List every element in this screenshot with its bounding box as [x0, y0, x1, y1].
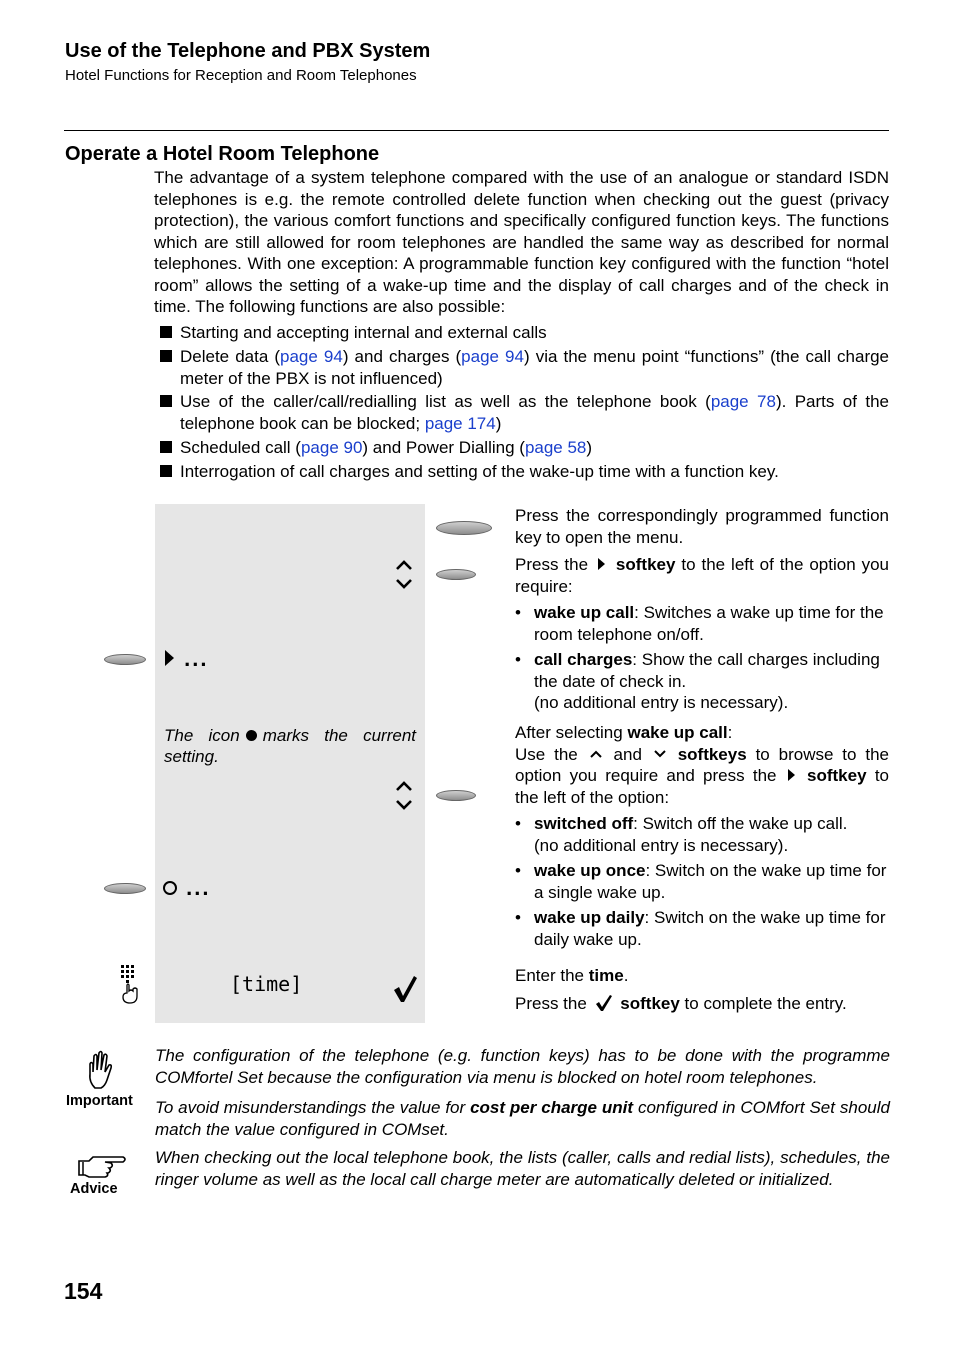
softkey-icon	[104, 883, 146, 894]
step-open-menu: Press the correspondingly programmed function key to open the menu.	[515, 506, 889, 547]
selection-arrow-icon	[164, 648, 176, 668]
advice-label: Advice	[70, 1181, 118, 1197]
advice-note: When checking out the local telephone book, the lists (caller, calls and redial lists), schedules, the ringer volume as well as the local call charge meter are automatically deleted or initialized.	[155, 1148, 890, 1189]
list-item: Starting and accepting internal and external calls	[154, 322, 889, 344]
softkey-icon	[436, 790, 476, 801]
function-key-icon	[436, 521, 492, 535]
selection-arrow-icon	[597, 557, 607, 571]
list-item: Use of the caller/call/redialling list as well as the telephone book (page 78). Parts of the telephone book can be blocked; page 174)	[154, 391, 889, 435]
up-down-arrows-icon	[394, 778, 414, 814]
square-bullet-icon	[160, 465, 172, 477]
page-link[interactable]: page 90	[300, 437, 363, 457]
list-item: • wake up daily: Switch on the wake up time for daily wake up.	[515, 907, 889, 950]
list-item: • call charges: Show the call charges including the date of check in. (no additional entry is necessary).	[515, 649, 889, 714]
square-bullet-icon	[160, 441, 172, 453]
page-link[interactable]: page 94	[280, 346, 343, 366]
list-item: Delete data (page 94) and charges (page 94) via the menu point “functions” (the call charge meter of the PBX is not influenced)	[154, 346, 889, 390]
menu-option-row: ...	[164, 646, 208, 672]
list-item: Scheduled call (page 90) and Power Dialling (page 58)	[154, 437, 889, 459]
checkmark-icon	[595, 994, 613, 1012]
intro-paragraph: The advantage of a system telephone compared with the use of an analogue or standard ISDN telephones is e.g. the remote controlled delete function when checking out the guest (privacy protection), the various comfort functions and specifically configured function keys. The functions which are still allowed for room telephones are handled the same way as described for normal telephones. With one exception: A programmable function key configured with the function “hotel room” allows the setting of a wake-up time and the display of call charges and of the check in time. The following functions are also possible:	[154, 168, 889, 316]
page-link[interactable]: page 94	[461, 346, 524, 366]
keypad-entry-icon	[117, 963, 141, 1005]
up-arrow-icon	[589, 748, 603, 760]
up-down-arrows-icon	[394, 557, 414, 593]
important-label: Important	[66, 1093, 133, 1109]
step-select-option: Press the softkey to the left of the option you require: • wake up call: Switches a wake up time for the room telephone on/off. • call charges: Show the call charges including the date of check in. (no additional entry is necessary).	[515, 554, 889, 718]
current-setting-dot-icon	[246, 730, 257, 741]
header-divider	[64, 130, 889, 131]
down-arrow-icon	[653, 748, 667, 760]
page-number: 154	[64, 1278, 103, 1304]
page-link[interactable]: page 174	[424, 414, 496, 434]
unselected-circle-icon	[162, 879, 178, 897]
list-item: • switched off: Switch off the wake up call. (no additional entry is necessary).	[515, 813, 889, 856]
softkey-icon	[104, 654, 146, 665]
square-bullet-icon	[160, 395, 172, 407]
pointing-hand-icon	[77, 1153, 129, 1181]
list-item: • wake up once: Switch on the wake up time for a single wake up.	[515, 860, 889, 903]
section-title: Operate a Hotel Room Telephone	[65, 143, 380, 165]
list-item: Interrogation of call charges and setting of the wake-up time with a function key.	[154, 461, 889, 483]
square-bullet-icon	[160, 350, 172, 362]
cost-note: To avoid misunderstandings the value for cost per charge unit configured in COMfort Set should match the value configured in COMset.	[155, 1098, 890, 1139]
time-input-field[interactable]: [time]	[230, 972, 303, 996]
checkmark-icon	[392, 974, 418, 1004]
feature-list	[154, 322, 889, 485]
softkey-icon	[436, 569, 476, 580]
page-link[interactable]: page 78	[710, 392, 776, 412]
display-note: The icon marks the current setting.	[164, 726, 417, 766]
header-title: Use of the Telephone and PBX System	[65, 40, 431, 62]
raised-hand-icon	[86, 1050, 116, 1092]
header-subtitle: Hotel Functions for Reception and Room Telephones	[65, 67, 417, 84]
menu-option-row: ...	[162, 875, 210, 901]
step-wake-up-call: After selecting wake up call: Use the and softkeys to browse to the option you require and press the softkey to the left of the option: • switched off: Switch off the wake up call. (no additional entry is necessary). • wake up once: Switch on the wake up time for a single wake up. • wake up daily: Switch on the wake up time for daily wake up.	[515, 722, 889, 954]
important-note: The configuration of the telephone (e.g. function keys) has to be done with the programme COMfortel Set because the configuration via menu is blocked on hotel room telephones.	[155, 1046, 890, 1087]
page-link[interactable]: page 58	[524, 437, 587, 457]
square-bullet-icon	[160, 326, 172, 338]
list-item: • wake up call: Switches a wake up time for the room telephone on/off.	[515, 602, 889, 645]
selection-arrow-icon	[787, 768, 797, 782]
step-enter-time: Enter the time. Press the softkey to complete the entry.	[515, 966, 847, 1013]
